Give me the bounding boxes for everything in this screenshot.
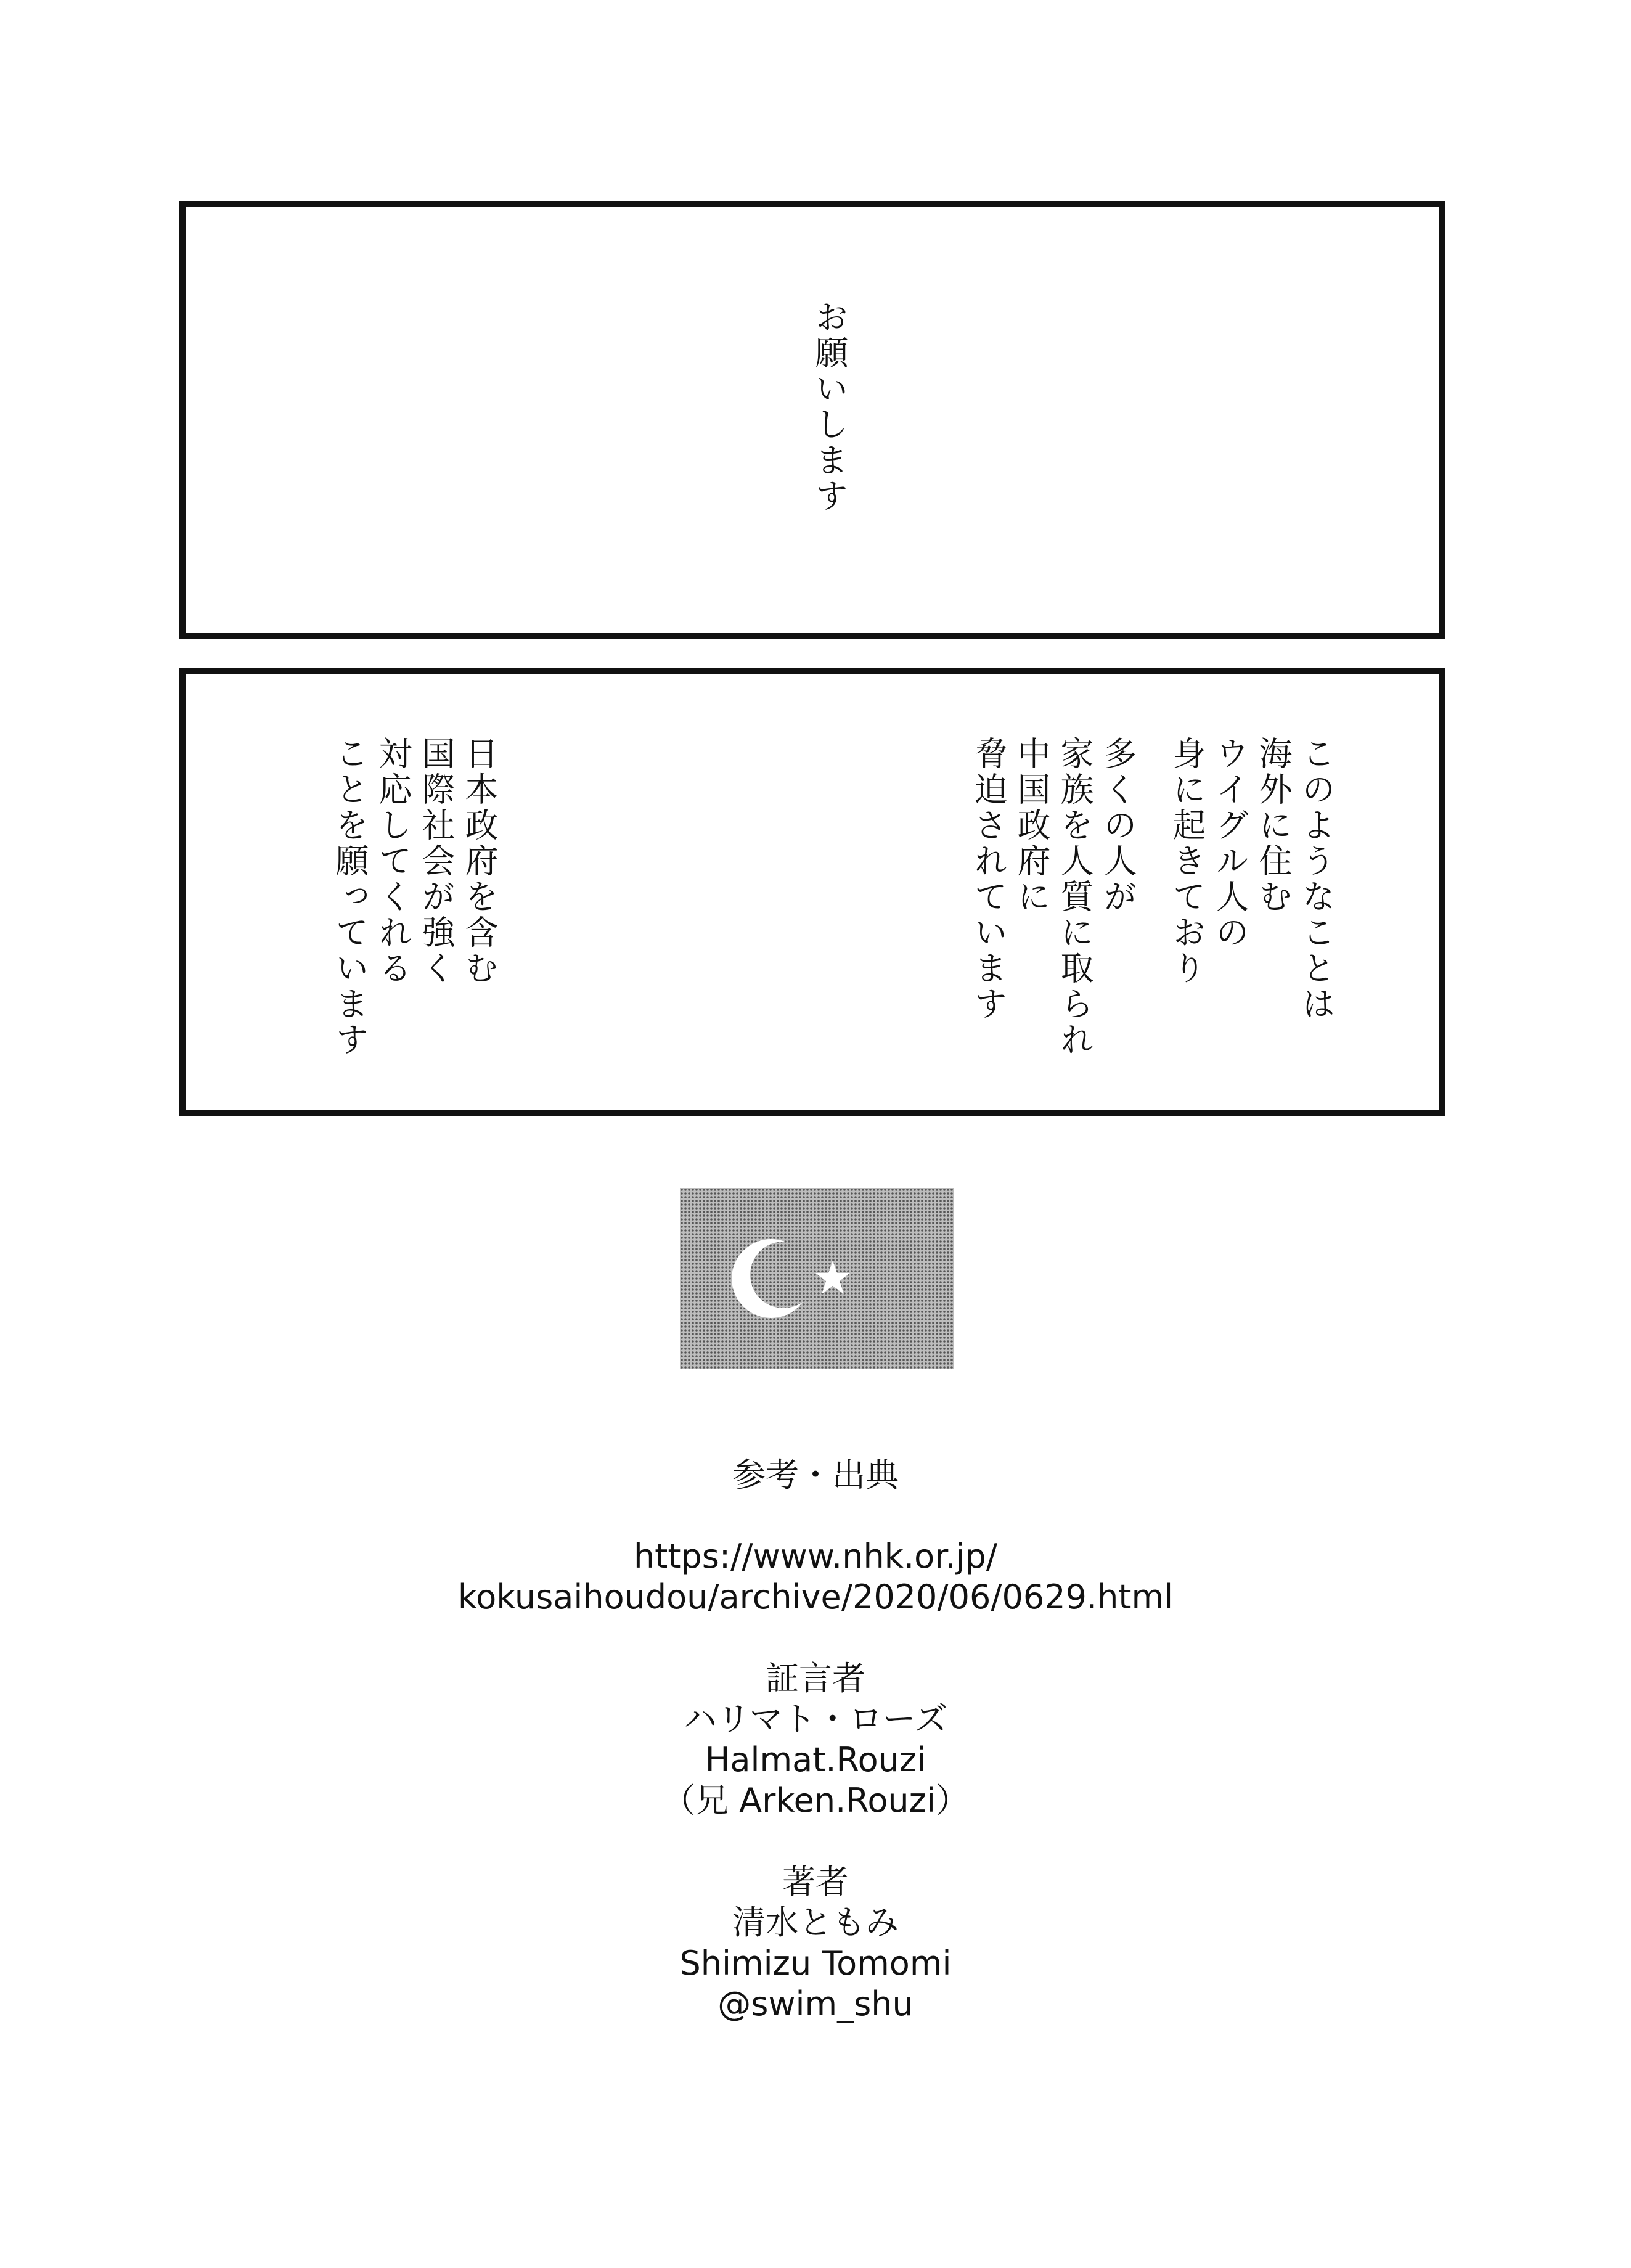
- witness-note: （兄 Arken.Rouzi）: [662, 1781, 969, 1820]
- author-handle: @swim_shu: [717, 1984, 914, 2023]
- panel-text-column: 中国政府に: [1012, 736, 1051, 915]
- panel-text-column: ことを願っています: [330, 736, 369, 1058]
- panel-text-column: このようなことは: [1297, 736, 1336, 1022]
- comic-panel-bottom: [179, 668, 1445, 1116]
- reference-url-line[interactable]: kokusaihoudou/archive/2020/06/0629.html: [457, 1578, 1174, 1616]
- author-name-ja: 清水ともみ: [732, 1903, 899, 1942]
- east-turkestan-flag-icon: [680, 1188, 954, 1369]
- comic-panel-top: [179, 201, 1445, 639]
- author-heading: 著者: [782, 1862, 849, 1901]
- panel-text-column: 脅迫されています: [969, 736, 1008, 1022]
- witness-name-en: Halmat.Rouzi: [705, 1740, 926, 1779]
- credits-block: [0, 1455, 1631, 2024]
- panel-text-column: 家族を人質に取られ: [1055, 736, 1094, 1058]
- panel-text-column: ウイグル人の: [1211, 736, 1249, 951]
- panel-text-column: 日本政府を含む: [460, 736, 499, 986]
- panel-text-column: 国際社会が強く: [417, 736, 456, 986]
- panel-text-column: お願いします: [810, 300, 849, 514]
- references-heading: 参考・出典: [732, 1455, 899, 1494]
- author-name-en: Shimizu Tomomi: [679, 1944, 952, 1983]
- panel-text-column: 身に起きており: [1167, 736, 1206, 986]
- witness-heading: 証言者: [766, 1659, 865, 1698]
- panel-text-column: 多くの人が: [1098, 736, 1137, 915]
- reference-url-line[interactable]: https://www.nhk.or.jp/: [633, 1537, 998, 1576]
- panel-text-column: 対応してくれる: [374, 736, 412, 986]
- panel-text-column: 海外に住む: [1254, 736, 1293, 915]
- witness-name-ja: ハリマト・ローズ: [683, 1700, 948, 1738]
